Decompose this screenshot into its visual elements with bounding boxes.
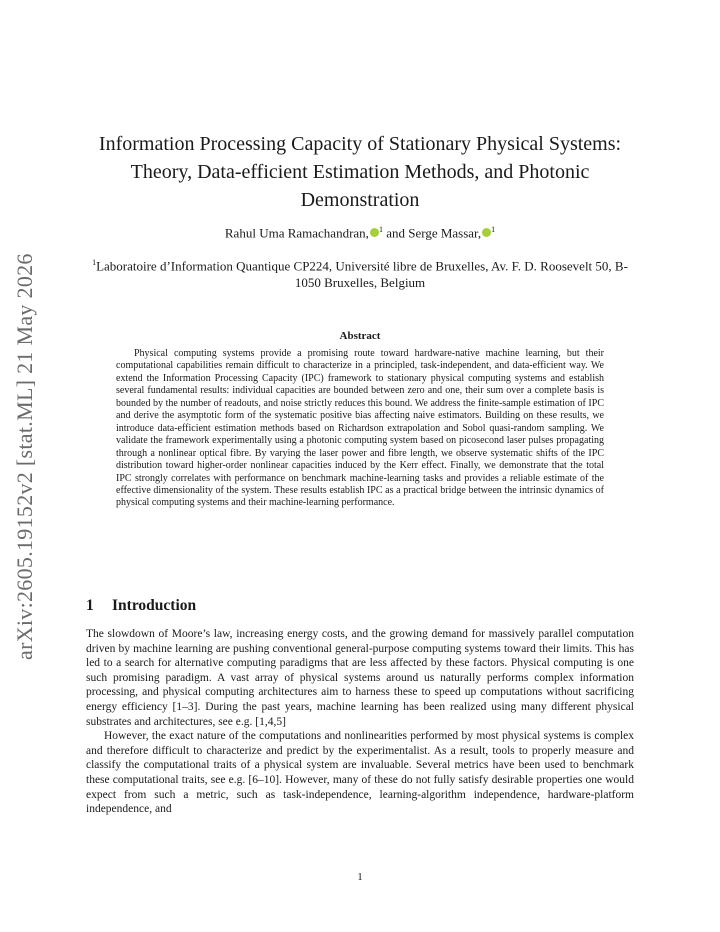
author-connector: and xyxy=(382,225,409,241)
orcid-icon[interactable] xyxy=(370,228,379,237)
section-body xyxy=(86,627,634,817)
section-number: 1 xyxy=(86,597,94,614)
body-paragraph: The slowdown of Moore’s law, increasing energy costs, and the growing demand for massively parallel computation driven by machine learning are pushing conventional general-purpose computing systems toward their limits. This has led to a search for alternative computing paradigms that are less affected by these factors. Physical computing is one such promising paradigm. A vast array of physical systems around us naturally performs complex information processing, and physical computing architectures aim to harness these to speed up computations without sacrificing energy efficiency [1–3]. During the past years, machine learning has been realized using many different physical substrates and architectures, see e.g. [1,4,5] xyxy=(86,628,634,728)
abstract-text: Physical computing systems provide a promising route toward hardware-native machine learning, but their computational capabilities remain difficult to characterize in a principled, task-independent, and data-efficient way. We extend the Information Processing Capacity (IPC) framework to stationary physical computing systems and establish several fundamental results: individual capacities are bounded between zero and one, their sum over a complete basis is bounded by the number of readouts, and noise strictly reduces this bound. We address the finite-sample estimation of IPC and derive the asymptotic form of the systematic positive bias affecting naive estimators. Building on these results, we introduce data-efficient estimation methods based on Richardson extrapolation and Sobol quasi-random sampling. We validate the framework experimentally using a photonic computing system based on picosecond laser pulses propagating through a nonlinear optical fibre. By varying the laser power and fibre length, we observe systematic shifts of the IPC distribution toward higher-order nonlinear capacities induced by the Kerr effect. Finally, we demonstrate that the total IPC strongly correlates with performance on benchmark machine-learning tasks and provides a reliable estimate of the effective dimensionality of the system. These results establish IPC as a practical bridge between the intrinsic dynamics of physical computing systems and their machine-learning performance. xyxy=(116,348,604,509)
arxiv-identifier-stamp: arXiv:2605.19152v2 [stat.ML] 21 May 2026 xyxy=(12,253,37,660)
section-heading xyxy=(86,597,196,615)
affiliation-text: Laboratoire d’Information Quantique CP224, Université libre de Bruxelles, Av. F. D. Roosevelt 50, B-1050 Bruxelles, Belgium xyxy=(96,258,628,291)
abstract-heading: Abstract xyxy=(339,330,381,342)
author-list xyxy=(90,225,630,241)
author-affiliation-mark-1: 1 xyxy=(378,225,383,234)
section-title: Introduction xyxy=(112,597,197,614)
orcid-icon[interactable] xyxy=(482,228,491,237)
author-affiliation-mark-2: 1 xyxy=(491,225,496,234)
paper-title: Information Processing Capacity of Stationary Physical Systems: Theory, Data-efficient Estimation Methods, and Photonic Demonstration xyxy=(98,133,622,211)
body-paragraph: However, the exact nature of the computations and nonlinearities performed by most physical systems is complex and therefore difficult to characterize and predict by the experimentalist. As a result, tools to properly measure and classify the computational traits of a physical system are invaluable. Several metrics have been used to benchmark these computational traits, see e.g. [6–10]. However, many of these do not fully satisfy desirable properties one would expect from such a metric, such as task-independence, learning-algorithm independence, hardware-platform independence, and xyxy=(86,730,634,816)
author-name-1[interactable]: Rahul Uma Ramachandran, xyxy=(224,225,369,241)
affiliation xyxy=(90,254,630,291)
author-name-2[interactable]: Serge Massar, xyxy=(408,225,482,241)
affiliation-mark: 1 xyxy=(92,258,97,267)
page-number: 1 xyxy=(357,871,363,883)
